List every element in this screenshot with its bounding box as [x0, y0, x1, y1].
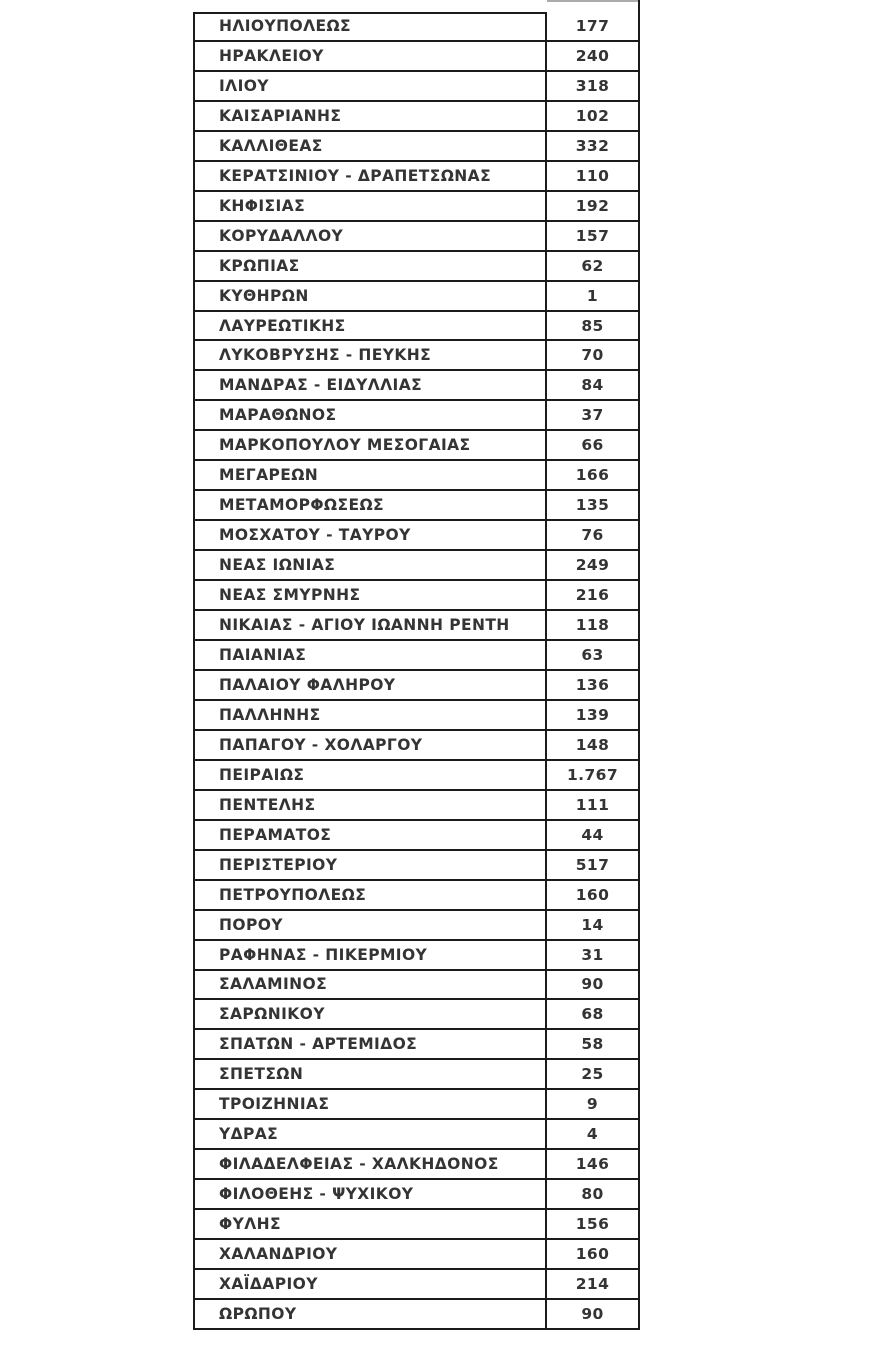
count-cell: 44 — [581, 825, 604, 844]
table-row — [195, 312, 638, 342]
count-cell: 517 — [575, 855, 610, 874]
count-cell: 216 — [575, 586, 610, 605]
table-row — [195, 42, 638, 72]
table-top-border — [193, 12, 547, 14]
municipality-name-cell: ΚΡΩΠΙΑΣ — [195, 252, 547, 280]
table-right-border-stub — [638, 0, 640, 14]
count-cell: 318 — [575, 76, 610, 95]
table-row — [195, 851, 638, 881]
count-cell: 160 — [575, 885, 610, 904]
table-row — [195, 731, 638, 761]
municipality-name-cell: ΗΛΙΟΥΠΟΛΕΩΣ — [195, 12, 547, 40]
municipality-name-cell: ΝΙΚΑΙΑΣ - ΑΓΙΟΥ ΙΩΑΝΝΗ ΡΕΝΤΗ — [195, 611, 547, 639]
municipality-name-cell: ΠΟΡΟΥ — [195, 911, 547, 939]
count-cell: 102 — [575, 106, 610, 125]
table-row — [195, 1060, 638, 1090]
table-row — [195, 1090, 638, 1120]
count-cell: 25 — [581, 1065, 604, 1084]
count-cell: 90 — [581, 1304, 604, 1323]
municipality-name-cell: ΜΑΡΚΟΠΟΥΛΟΥ ΜΕΣΟΓΑΙΑΣ — [195, 431, 547, 459]
table-row — [195, 431, 638, 461]
municipality-name-cell: ΠΑΠΑΓΟΥ - ΧΟΛΑΡΓΟΥ — [195, 731, 547, 759]
table-row — [195, 671, 638, 701]
municipality-name-cell: ΚΑΛΛΙΘΕΑΣ — [195, 132, 547, 160]
municipality-name-cell: ΚΑΙΣΑΡΙΑΝΗΣ — [195, 102, 547, 130]
municipality-name-cell: ΦΥΛΗΣ — [195, 1210, 547, 1238]
municipality-name-cell: ΠΕΡΙΣΤΕΡΙΟΥ — [195, 851, 547, 879]
count-cell: 135 — [575, 496, 610, 515]
municipality-name-cell: ΧΑΪΔΑΡΙΟΥ — [195, 1270, 547, 1298]
table-row — [195, 491, 638, 521]
count-cell: 85 — [581, 316, 604, 335]
table-row — [195, 1270, 638, 1300]
municipality-name-cell: ΜΟΣΧΑΤΟΥ - ΤΑΥΡΟΥ — [195, 521, 547, 549]
municipality-name-cell: ΠΑΙΑΝΙΑΣ — [195, 641, 547, 669]
count-cell: 192 — [575, 196, 610, 215]
table-row — [195, 971, 638, 1001]
municipality-name-cell: ΚΗΦΙΣΙΑΣ — [195, 192, 547, 220]
count-cell: 1.767 — [566, 765, 619, 784]
table-row — [195, 911, 638, 941]
municipality-name-cell: ΦΙΛΟΘΕΗΣ - ΨΥΧΙΚΟΥ — [195, 1180, 547, 1208]
count-cell: 66 — [581, 436, 604, 455]
table-row — [195, 371, 638, 401]
table-row — [195, 1180, 638, 1210]
municipality-name-cell: ΠΑΛΛΗΝΗΣ — [195, 701, 547, 729]
table-row — [195, 641, 638, 671]
municipality-name-cell: ΡΑΦΗΝΑΣ - ΠΙΚΕΡΜΙΟΥ — [195, 941, 547, 969]
table-row — [195, 611, 638, 641]
count-cell: 156 — [575, 1215, 610, 1234]
table-row — [195, 551, 638, 581]
municipality-name-cell: ΜΕΓΑΡΕΩΝ — [195, 461, 547, 489]
municipality-name-cell: ΥΔΡΑΣ — [195, 1120, 547, 1148]
table-row — [195, 701, 638, 731]
municipality-name-cell: ΠΑΛΑΙΟΥ ΦΑΛΗΡΟΥ — [195, 671, 547, 699]
municipality-name-cell: ΧΑΛΑΝΔΡΙΟΥ — [195, 1240, 547, 1268]
municipality-name-cell: ΗΡΑΚΛΕΙΟΥ — [195, 42, 547, 70]
table-row — [195, 1120, 638, 1150]
count-cell: 14 — [581, 915, 604, 934]
table-row — [195, 401, 638, 431]
municipality-name-cell: ΙΛΙΟΥ — [195, 72, 547, 100]
table-row — [195, 1300, 638, 1330]
count-cell: 157 — [575, 226, 610, 245]
municipality-name-cell: ΣΠΕΤΣΩΝ — [195, 1060, 547, 1088]
count-cell: 68 — [581, 1005, 604, 1024]
municipality-name-cell: ΝΕΑΣ ΣΜΥΡΝΗΣ — [195, 581, 547, 609]
count-cell: 62 — [581, 256, 604, 275]
table-row — [195, 132, 638, 162]
municipality-name-cell: ΜΕΤΑΜΟΡΦΩΣΕΩΣ — [195, 491, 547, 519]
municipality-name-cell: ΠΕΙΡΑΙΩΣ — [195, 761, 547, 789]
table-row — [195, 252, 638, 282]
municipality-name-cell: ΛΥΚΟΒΡΥΣΗΣ - ΠΕΥΚΗΣ — [195, 341, 547, 369]
table-row — [195, 12, 638, 42]
municipality-name-cell: ΩΡΩΠΟΥ — [195, 1300, 547, 1328]
count-cell: 111 — [575, 795, 610, 814]
count-cell: 84 — [581, 376, 604, 395]
table-row — [195, 1240, 638, 1270]
count-cell: 63 — [581, 645, 604, 664]
table-row — [195, 341, 638, 371]
count-cell: 90 — [581, 975, 604, 994]
municipality-name-cell: ΜΑΝΔΡΑΣ - ΕΙΔΥΛΛΙΑΣ — [195, 371, 547, 399]
count-cell: 58 — [581, 1035, 604, 1054]
table-row — [195, 102, 638, 132]
count-cell: 4 — [586, 1125, 599, 1144]
municipality-name-cell: ΝΕΑΣ ΙΩΝΙΑΣ — [195, 551, 547, 579]
count-cell: 1 — [586, 286, 599, 305]
count-cell: 70 — [581, 346, 604, 365]
count-cell: 332 — [575, 136, 610, 155]
municipality-name-cell: ΣΑΡΩΝΙΚΟΥ — [195, 1000, 547, 1028]
table-row — [195, 1150, 638, 1180]
count-cell: 9 — [586, 1095, 599, 1114]
table-row — [195, 941, 638, 971]
municipality-name-cell: ΜΑΡΑΘΩΝΟΣ — [195, 401, 547, 429]
count-cell: 249 — [575, 556, 610, 575]
count-cell: 110 — [575, 166, 610, 185]
table-row — [195, 521, 638, 551]
table-row — [195, 222, 638, 252]
table-row — [195, 1000, 638, 1030]
table-row — [195, 162, 638, 192]
table-row — [195, 461, 638, 491]
count-cell: 148 — [575, 735, 610, 754]
table-row — [195, 1030, 638, 1060]
count-cell: 76 — [581, 526, 604, 545]
count-cell: 136 — [575, 675, 610, 694]
count-cell: 31 — [581, 945, 604, 964]
municipality-name-cell: ΤΡΟΙΖΗΝΙΑΣ — [195, 1090, 547, 1118]
count-cell: 166 — [575, 466, 610, 485]
municipality-name-cell: ΠΕΡΑΜΑΤΟΣ — [195, 821, 547, 849]
table-row — [195, 881, 638, 911]
count-cell: 240 — [575, 46, 610, 65]
table-row — [195, 282, 638, 312]
count-cell: 80 — [581, 1185, 604, 1204]
municipality-name-cell: ΚΥΘΗΡΩΝ — [195, 282, 547, 310]
table-row — [195, 821, 638, 851]
municipality-name-cell: ΛΑΥΡΕΩΤΙΚΗΣ — [195, 312, 547, 340]
count-cell: 37 — [581, 406, 604, 425]
count-cell: 177 — [575, 16, 610, 35]
municipality-name-cell: ΣΑΛΑΜΙΝΟΣ — [195, 971, 547, 999]
municipality-name-cell: ΣΠΑΤΩΝ - ΑΡΤΕΜΙΔΟΣ — [195, 1030, 547, 1058]
table-row — [195, 192, 638, 222]
municipality-name-cell: ΚΟΡΥΔΑΛΛΟΥ — [195, 222, 547, 250]
table-row — [195, 761, 638, 791]
count-cell: 146 — [575, 1155, 610, 1174]
cropped-row-artifact-line — [547, 0, 638, 2]
municipality-name-cell: ΠΕΤΡΟΥΠΟΛΕΩΣ — [195, 881, 547, 909]
count-cell: 214 — [575, 1275, 610, 1293]
municipalities-count-table — [193, 12, 640, 1330]
table-row — [195, 791, 638, 821]
table-row — [195, 72, 638, 102]
count-cell: 139 — [575, 705, 610, 724]
municipality-name-cell: ΦΙΛΑΔΕΛΦΕΙΑΣ - ΧΑΛΚΗΔΟΝΟΣ — [195, 1150, 547, 1178]
count-cell: 118 — [575, 616, 610, 635]
municipality-name-cell: ΚΕΡΑΤΣΙΝΙΟΥ - ΔΡΑΠΕΤΣΩΝΑΣ — [195, 162, 547, 190]
table-row — [195, 581, 638, 611]
table-row — [195, 1210, 638, 1240]
municipality-name-cell: ΠΕΝΤΕΛΗΣ — [195, 791, 547, 819]
count-cell: 160 — [575, 1245, 610, 1264]
